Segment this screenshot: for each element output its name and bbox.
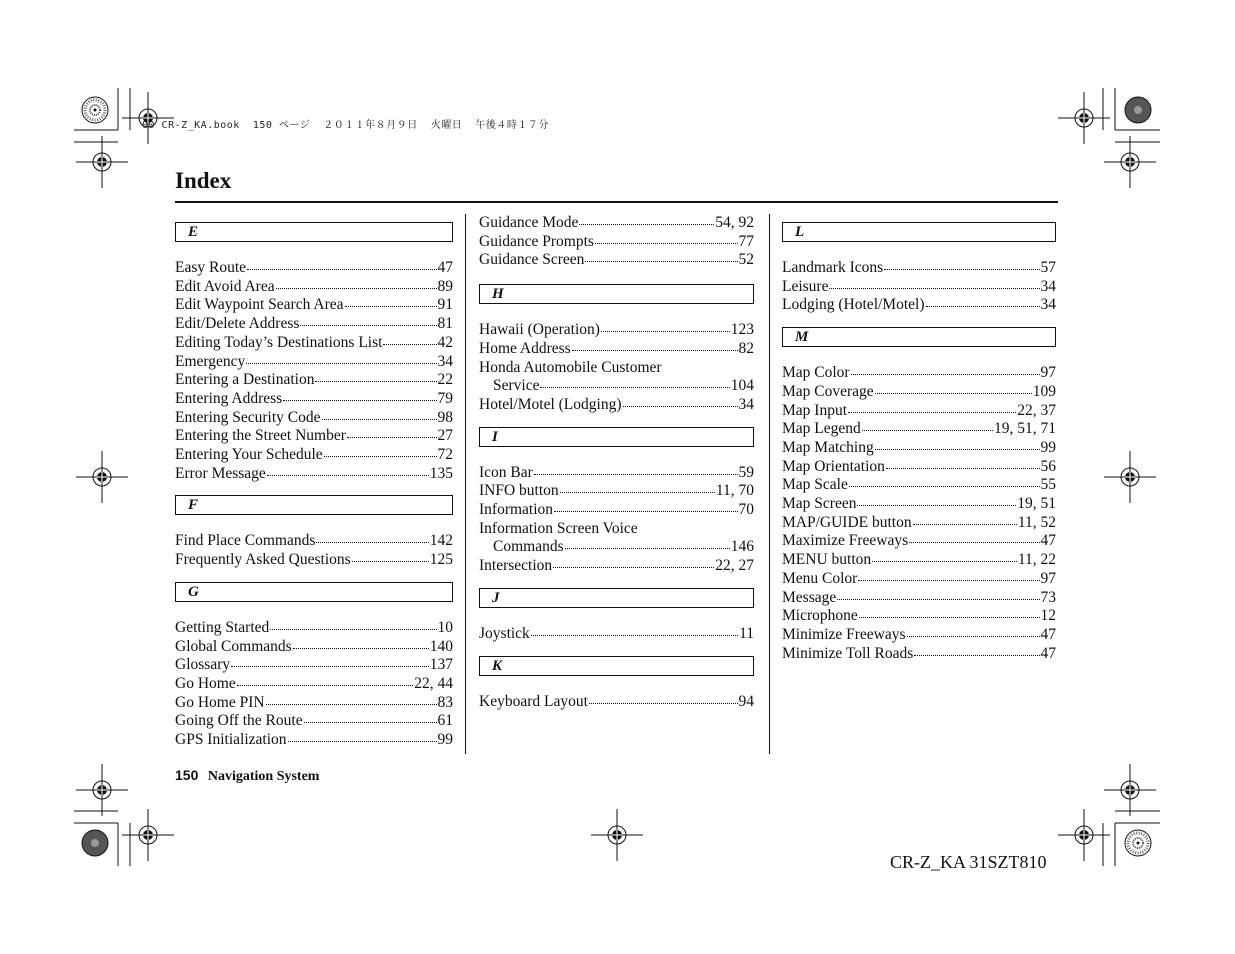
index-entry-name: Menu Color <box>782 569 858 587</box>
index-entry-name: Minimize Freeways <box>782 625 906 643</box>
index-entry-name: Go Home PIN <box>175 693 265 711</box>
index-entry-name: Landmark Icons <box>782 259 884 276</box>
index-entry-page: 137 <box>429 656 453 674</box>
index-entry-name: Entering a Destination <box>175 371 315 389</box>
index-entry-page: 19, 51 <box>1017 495 1056 513</box>
index-entry-name: Entering Your Schedule <box>175 446 323 464</box>
index-entry-page: 11 <box>739 624 754 642</box>
registration-crosshair-icon <box>591 809 643 861</box>
leader-dots <box>849 474 1040 487</box>
leader-dots <box>267 463 429 476</box>
leader-dots <box>247 257 436 270</box>
index-entry-name: Honda Automobile Customer <box>479 358 662 376</box>
index-entry-page: 104 <box>730 377 754 395</box>
leader-dots <box>288 729 437 742</box>
index-entry-page: 81 <box>437 315 453 333</box>
leader-dots <box>554 499 737 512</box>
leader-dots <box>246 351 436 364</box>
leader-dots <box>540 375 729 388</box>
index-entry-name: Edit Waypoint Search Area <box>175 296 344 314</box>
index-section <box>782 327 1056 663</box>
registration-crosshair-icon <box>1104 136 1156 188</box>
page-number: 150 <box>175 767 199 783</box>
leader-dots <box>851 362 1040 375</box>
title-rule <box>175 201 1058 203</box>
index-entry-name: MAP/GUIDE button <box>782 513 912 531</box>
index-entry-continuation: Commands <box>493 538 564 556</box>
index-entry <box>175 551 453 570</box>
index-entry-page: 22, 27 <box>715 557 754 575</box>
page-title: Index <box>175 168 232 193</box>
index-entry <box>479 557 754 576</box>
section-letter-heading: H <box>479 284 754 304</box>
index-entry-page: 82 <box>738 339 754 357</box>
leader-dots <box>913 512 1017 525</box>
section-letter-heading: J <box>479 588 754 608</box>
index-entry <box>479 693 754 712</box>
index-entry-page: 135 <box>429 464 453 482</box>
leader-dots <box>589 691 738 704</box>
leader-dots <box>316 530 428 543</box>
index-entry-page: 83 <box>437 693 453 711</box>
index-section <box>175 495 453 569</box>
index-entry-page: 77 <box>738 232 754 250</box>
index-entry-page: 98 <box>437 408 453 426</box>
index-entry-page: 11, 52 <box>1017 513 1056 531</box>
index-entry-page: 42 <box>437 333 453 351</box>
index-entry-page: 47 <box>437 259 453 276</box>
index-entry-page: 55 <box>1040 476 1056 494</box>
leader-dots <box>352 549 429 562</box>
index-entry-name: Find Place Commands <box>175 532 316 550</box>
leader-dots <box>300 313 436 326</box>
leader-dots <box>231 654 429 667</box>
index-entry-page: 11, 22 <box>1017 551 1056 569</box>
registration-crosshair-icon <box>1058 809 1110 861</box>
index-section <box>175 222 453 483</box>
leader-dots <box>324 444 437 457</box>
footer-section-title: Navigation System <box>207 769 320 784</box>
index-entry-page: 109 <box>1032 382 1056 400</box>
index-entry-page: 34 <box>1040 296 1056 314</box>
leader-dots <box>886 456 1040 469</box>
section-letter-heading: M <box>782 327 1056 347</box>
registration-crosshair-icon <box>76 136 128 188</box>
registration-starburst-icon <box>1125 830 1151 856</box>
index-entry-name: Leisure <box>782 277 829 295</box>
index-entry-page: 54, 92 <box>715 214 754 231</box>
index-entry-page: 10 <box>437 618 453 636</box>
index-entry-page: 52 <box>738 251 754 269</box>
leader-dots <box>565 536 730 549</box>
leader-dots <box>623 394 738 407</box>
section-letter-heading: F <box>175 495 453 515</box>
index-entry-name: Maximize Freeways <box>782 532 909 550</box>
leader-dots <box>872 549 1017 562</box>
index-entry-name: Map Legend <box>782 420 861 438</box>
index-section <box>175 582 453 750</box>
index-entry-page: 47 <box>1040 625 1056 643</box>
index-entry-name: Guidance Screen <box>479 251 585 269</box>
leader-dots <box>322 407 437 420</box>
leader-dots <box>345 294 437 307</box>
index-entry <box>479 251 754 270</box>
leader-dots <box>858 568 1039 581</box>
leader-dots <box>266 692 437 705</box>
section-letter-heading: K <box>479 656 754 676</box>
index-entry-name: Information Screen Voice <box>479 519 638 537</box>
index-entry-name: Microphone <box>782 607 858 625</box>
index-entry-name: INFO button <box>479 482 559 500</box>
index-entry-page: 22, 37 <box>1017 401 1056 419</box>
index-entry-page: 140 <box>429 637 453 655</box>
index-entry-page: 61 <box>437 712 453 730</box>
index-entry <box>479 340 754 359</box>
index-entry-page: 47 <box>1040 644 1056 662</box>
index-entry-page: 97 <box>1040 569 1056 587</box>
index-entry-name: Getting Started <box>175 618 270 636</box>
leader-dots <box>383 332 436 345</box>
index-entry-name: GPS Initialization <box>175 731 287 749</box>
index-entry-name: Hotel/Motel (Lodging) <box>479 395 622 413</box>
index-entry-page: 97 <box>1040 364 1056 382</box>
leader-dots <box>848 400 1016 413</box>
registration-starburst-icon <box>82 97 108 123</box>
index-entry-name: Edit Avoid Area <box>175 277 275 295</box>
index-entry-page: 27 <box>437 427 453 445</box>
leader-dots <box>283 388 436 401</box>
index-section <box>479 284 754 415</box>
index-section <box>479 656 754 712</box>
section-letter-heading: G <box>175 582 453 602</box>
index-column-3 <box>782 214 1056 675</box>
index-entry-name: Home Address <box>479 339 571 357</box>
leader-dots <box>531 623 738 636</box>
index-entry-page: 34 <box>738 395 754 413</box>
leader-dots <box>862 418 993 431</box>
leader-dots <box>857 493 1016 506</box>
index-entry <box>175 465 453 484</box>
index-entry-name: Glossary <box>175 656 231 674</box>
index-entry-page: 34 <box>1040 277 1056 295</box>
print-header: 00 CR-Z_KA.book 150 ページ ２０１１年８月９日 火曜日 午後４時１７分 <box>142 120 549 131</box>
index-entry-name: Entering Security Code <box>175 408 321 426</box>
index-entry-page: 99 <box>437 731 453 749</box>
index-entry-name: Map Screen <box>782 495 857 513</box>
index-entry-name: Entering Address <box>175 389 283 407</box>
index-entry-page: 89 <box>437 277 453 295</box>
leader-dots <box>909 530 1039 543</box>
leader-dots <box>595 231 738 244</box>
page-footer <box>175 767 319 785</box>
index-entry-name: Guidance Prompts <box>479 232 594 250</box>
index-entry-name: Intersection <box>479 557 553 575</box>
index-entry <box>479 501 754 520</box>
leader-dots <box>293 636 429 649</box>
index-entry-name: Edit/Delete Address <box>175 315 300 333</box>
leader-dots <box>829 276 1039 289</box>
index-entry-name: Minimize Toll Roads <box>782 644 914 662</box>
continued-entries <box>479 214 754 270</box>
index-entry <box>782 645 1056 664</box>
index-entry <box>782 296 1056 315</box>
index-entry-page: 70 <box>738 501 754 519</box>
registration-crosshair-icon <box>1104 451 1156 503</box>
index-entry-page: 34 <box>437 352 453 370</box>
section-letter-heading: L <box>782 222 1056 242</box>
index-entry-page: 94 <box>738 692 754 710</box>
registration-crosshair-icon <box>1058 92 1110 144</box>
index-column-2 <box>479 214 754 723</box>
leader-dots <box>601 319 730 332</box>
index-entry-name: Map Coverage <box>782 382 874 400</box>
index-entry-name: MENU button <box>782 551 872 569</box>
index-entry <box>479 625 754 644</box>
index-entry-page: 22 <box>437 371 453 389</box>
index-entry-name: Editing Today’s Destinations List <box>175 333 383 351</box>
registration-crosshair-icon <box>76 451 128 503</box>
index-entry-page: 79 <box>437 389 453 407</box>
index-section <box>479 588 754 644</box>
index-entry-name: Map Orientation <box>782 457 885 475</box>
index-entry-name: Error Message <box>175 464 266 482</box>
index-entry-page: 91 <box>437 296 453 314</box>
leader-dots <box>884 257 1039 270</box>
leader-dots <box>859 605 1040 618</box>
column-divider <box>769 214 770 754</box>
index-entry-page: 125 <box>429 551 453 569</box>
index-section <box>782 222 1056 315</box>
leader-dots <box>304 710 437 723</box>
index-entry-page: 56 <box>1040 457 1056 475</box>
column-divider <box>465 214 466 754</box>
index-entry-page: 57 <box>1040 259 1056 276</box>
index-entry-page: 123 <box>730 321 754 339</box>
leader-dots <box>553 555 714 568</box>
leader-dots <box>237 673 414 686</box>
index-entry-name: Entering the Street Number <box>175 427 346 445</box>
index-entry-page: 11, 70 <box>715 482 754 500</box>
index-entry-name: Lodging (Hotel/Motel) <box>782 296 925 314</box>
index-entry-page: 22, 44 <box>414 674 453 692</box>
section-letter-heading: I <box>479 427 754 447</box>
leader-dots <box>270 617 436 630</box>
index-entry-name: Map Scale <box>782 476 848 494</box>
document-code: CR-Z_KA 31SZT810 <box>890 852 1047 872</box>
leader-dots <box>347 425 437 438</box>
index-entry-name: Map Color <box>782 364 850 382</box>
index-section <box>479 427 754 576</box>
index-entry-page: 59 <box>738 463 754 481</box>
index-entry-continuation: Service <box>493 377 540 395</box>
leader-dots <box>907 624 1040 637</box>
index-entry-name: Emergency <box>175 352 246 370</box>
leader-dots <box>914 643 1039 656</box>
index-entry-page: 99 <box>1040 438 1056 456</box>
index-entry-name: Message <box>782 588 837 606</box>
index-entry-name: Map Input <box>782 401 848 419</box>
leader-dots <box>837 587 1039 600</box>
registration-starburst-icon <box>82 830 108 856</box>
leader-dots <box>534 462 738 475</box>
index-entry-page: 72 <box>437 446 453 464</box>
index-entry <box>175 731 453 750</box>
leader-dots <box>579 212 714 225</box>
leader-dots <box>585 249 737 262</box>
leader-dots <box>572 338 738 351</box>
section-letter-heading: E <box>175 222 453 242</box>
registration-starburst-icon <box>1125 97 1151 123</box>
index-entry-name: Going Off the Route <box>175 712 303 730</box>
index-entry-name: Hawaii (Operation) <box>479 321 600 339</box>
index-entry-page: 73 <box>1040 588 1056 606</box>
index-entry-name: Icon Bar <box>479 463 533 481</box>
index-entry-page: 142 <box>429 532 453 550</box>
index-entry-page: 12 <box>1040 607 1056 625</box>
leader-dots <box>315 369 436 382</box>
index-entry-page: 19, 51, 71 <box>994 420 1056 438</box>
index-entry-name: Joystick <box>479 624 530 642</box>
leader-dots <box>875 381 1032 394</box>
index-entry-name: Map Matching <box>782 438 874 456</box>
index-column-1 <box>175 214 453 762</box>
registration-crosshair-icon <box>1104 764 1156 816</box>
index-entry-name: Global Commands <box>175 637 292 655</box>
index-entry-name: Frequently Asked Questions <box>175 551 351 569</box>
index-entry-name: Guidance Mode <box>479 214 579 231</box>
index-entry-page: 146 <box>730 538 754 556</box>
registration-crosshair-icon <box>76 764 128 816</box>
index-entry-name: Easy Route <box>175 259 247 276</box>
leader-dots <box>926 294 1040 307</box>
index-entry-name: Go Home <box>175 674 236 692</box>
index-entry-page: 47 <box>1040 532 1056 550</box>
index-entry-name: Keyboard Layout <box>479 692 588 710</box>
leader-dots <box>875 437 1040 450</box>
leader-dots <box>560 480 715 493</box>
index-entry-name: Information <box>479 501 554 519</box>
leader-dots <box>276 276 437 289</box>
index-entry <box>479 396 754 415</box>
